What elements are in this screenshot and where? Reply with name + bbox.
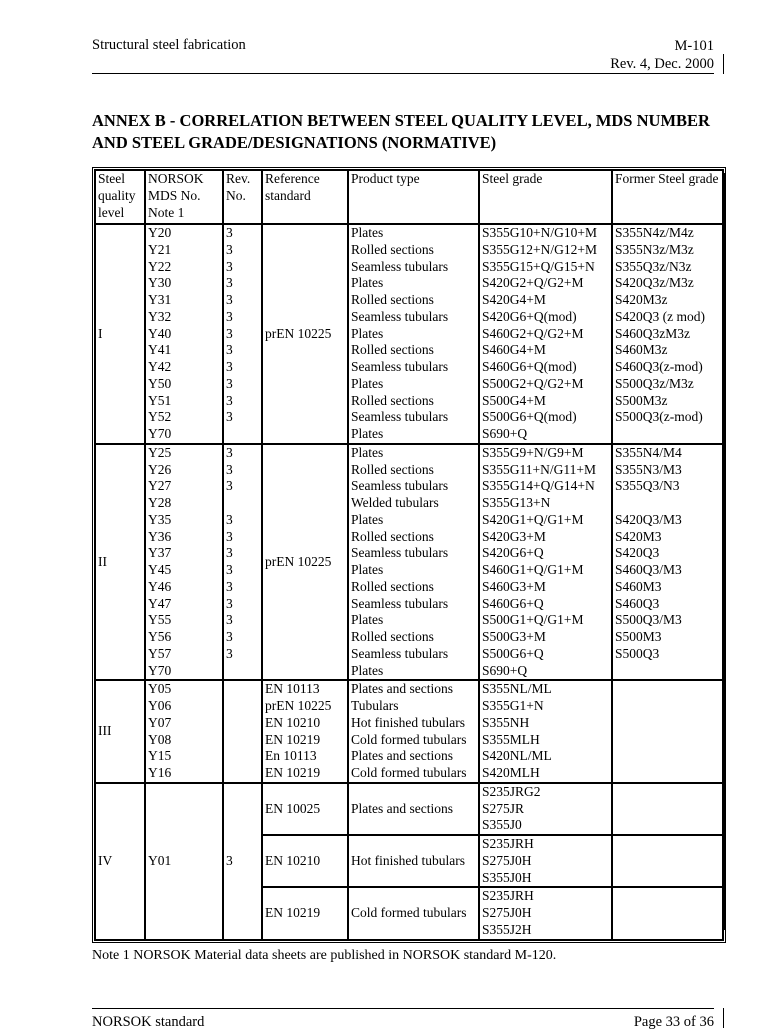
- cell-line: 3: [226, 342, 233, 358]
- cell-line: S460G2+Q/G2+M: [482, 325, 584, 341]
- cell-line: S355G10+N/G10+M: [482, 225, 597, 240]
- cell-line: Y26: [148, 461, 172, 477]
- col-header-steel-grade: Steel grade: [479, 170, 612, 224]
- cell-line: 3: [226, 325, 233, 341]
- cell-line: Plates: [351, 375, 384, 391]
- former-grade: [612, 835, 723, 887]
- cell-line: S460M3: [615, 578, 662, 594]
- cell-line: 3: [226, 275, 233, 291]
- cell-line: S355G11+N/G11+M: [482, 461, 596, 477]
- cell-line: Welded tubulars: [351, 495, 439, 510]
- table-row-level-II: [95, 444, 723, 681]
- cell-line: S500Q3(z-mod): [615, 409, 703, 425]
- reference-standard: prEN 10225: [262, 224, 348, 444]
- cell-line: Plates: [351, 662, 384, 678]
- cell-line: S420Q3 (z mod): [615, 308, 705, 324]
- cell-line: Seamless tubulars: [351, 258, 449, 274]
- header-revision: Rev. 4, Dec. 2000: [610, 56, 714, 72]
- cell-line: Y15: [148, 748, 172, 764]
- cell-line: S355J2H: [482, 921, 532, 937]
- cell-line: S235JRH: [482, 836, 534, 851]
- cell-line: EN 10210: [265, 714, 321, 730]
- col-header-mds-no: NORSOK MDS No. Note 1: [145, 170, 223, 224]
- cell-line: Seamless tubulars: [351, 359, 449, 374]
- correlation-table-wrapper: [92, 167, 720, 937]
- cell-line: Y57: [148, 645, 172, 661]
- table-change-bar: [724, 173, 725, 930]
- header-title: Structural steel fabrication: [92, 37, 246, 53]
- col-header-product-type: Product type: [348, 170, 479, 224]
- cell-line: [615, 426, 720, 443]
- cell-line: S355J0H: [482, 869, 532, 885]
- cell-line: 3: [226, 595, 233, 611]
- cell-line: 3: [226, 545, 233, 561]
- cell-line: S355N3z/M3z: [615, 241, 694, 257]
- cell-line: 3: [226, 392, 233, 408]
- cell-line: [226, 663, 259, 680]
- quality-level: IV: [95, 783, 145, 940]
- cell-line: S420Q3/M3: [615, 511, 682, 527]
- correlation-table: [92, 167, 726, 943]
- cell-line: Rolled sections: [351, 392, 434, 408]
- header-doc-number: M-101: [674, 38, 714, 54]
- cell-line: S420Q3: [615, 545, 660, 561]
- cell-line: Y35: [148, 511, 172, 527]
- header-doc-info: [610, 37, 714, 73]
- cell-line: Y40: [148, 325, 172, 341]
- cell-line: S420G6+Q: [482, 545, 544, 561]
- cell-line: S460G3+M: [482, 578, 546, 594]
- cell-line: S420G4+M: [482, 292, 546, 307]
- cell-line: S420Q3z/M3z: [615, 275, 694, 291]
- rev-list: [223, 444, 262, 681]
- cell-line: EN 10113: [265, 681, 320, 697]
- cell-line: S500M3: [615, 629, 662, 644]
- cell-line: S460G6+Q(mod): [482, 359, 577, 374]
- cell-line: S355G14+Q/G14+N: [482, 478, 595, 494]
- cell-line: Y25: [148, 444, 172, 460]
- cell-line: 3: [226, 528, 233, 544]
- cell-line: S460Q3: [615, 595, 660, 611]
- cell-line: Y08: [148, 731, 172, 747]
- cell-line: En 10113: [265, 748, 317, 764]
- cell-line: Plates: [351, 511, 384, 527]
- cell-line: Plates: [351, 426, 384, 441]
- cell-line: S235JRG2: [482, 783, 541, 799]
- cell-line: Y55: [148, 612, 172, 628]
- cell-line: 3: [226, 461, 233, 477]
- cell-line: Y20: [148, 225, 172, 240]
- cell-line: Plates: [351, 612, 384, 628]
- cell-line: Plates: [351, 275, 384, 291]
- cell-line: S355Q3/N3: [615, 478, 680, 494]
- cell-line: S420M3z: [615, 292, 668, 307]
- steel-grade-list: [479, 783, 612, 835]
- cell-line: Rolled sections: [351, 528, 434, 544]
- cell-line: 3: [226, 629, 233, 644]
- cell-line: Plates: [351, 325, 384, 341]
- mds-list: [145, 444, 223, 681]
- rev-list: [223, 680, 262, 783]
- cell-line: Plates: [351, 225, 384, 240]
- cell-line: Plates: [351, 444, 384, 460]
- cell-line: Y31: [148, 292, 172, 307]
- cell-line: Y06: [148, 698, 172, 713]
- cell-line: 3: [226, 409, 233, 425]
- mds-list: [145, 680, 223, 783]
- rev-number: 3: [223, 783, 262, 940]
- former-grade-list: [612, 680, 723, 783]
- product-type-list: [348, 224, 479, 444]
- cell-line: Cold formed tubulars: [351, 731, 467, 747]
- cell-line: Y28: [148, 495, 172, 510]
- reference-standard: EN 10219: [262, 887, 348, 939]
- cell-line: Y32: [148, 308, 172, 324]
- mds-list: [145, 224, 223, 444]
- cell-line: S275J0H: [482, 852, 532, 868]
- header-rule: [92, 73, 714, 74]
- cell-line: Rolled sections: [351, 241, 434, 257]
- cell-line: Rolled sections: [351, 342, 434, 358]
- cell-line: Rolled sections: [351, 461, 434, 477]
- table-row-level-IV-a: [95, 783, 723, 835]
- cell-line: Y51: [148, 392, 172, 408]
- footer-rule: [92, 1008, 714, 1009]
- cell-line: S500G2+Q/G2+M: [482, 375, 584, 391]
- col-header-rev-no: Rev. No.: [223, 170, 262, 224]
- quality-level: II: [95, 444, 145, 681]
- cell-line: Y27: [148, 478, 172, 494]
- former-grade-list: [612, 444, 723, 681]
- cell-line: S355N4/M4: [615, 444, 682, 460]
- cell-line: S355MLH: [482, 731, 540, 747]
- cell-line: Y45: [148, 562, 172, 577]
- cell-line: S355N4z/M4z: [615, 225, 694, 240]
- cell-line: Plates: [351, 562, 384, 577]
- col-header-quality-level: Steel quality level: [95, 170, 145, 224]
- product-type: Hot finished tubulars: [348, 835, 479, 887]
- cell-line: S420NL/ML: [482, 748, 552, 764]
- cell-line: S460Q3(z-mod): [615, 359, 703, 374]
- cell-line: Y36: [148, 528, 172, 544]
- cell-line: 3: [226, 444, 233, 460]
- cell-line: S275JR: [482, 800, 525, 816]
- cell-line: EN 10219: [265, 731, 321, 747]
- cell-line: S420M3: [615, 528, 662, 544]
- cell-line: Y56: [148, 629, 172, 644]
- quality-level: III: [95, 680, 145, 783]
- product-type: Plates and sections: [348, 783, 479, 835]
- cell-line: 3: [226, 578, 233, 594]
- cell-line: S355G15+Q/G15+N: [482, 258, 595, 274]
- cell-line: S420G1+Q/G1+M: [482, 511, 584, 527]
- cell-line: S500G6+Q(mod): [482, 409, 577, 425]
- cell-line: Y07: [148, 714, 172, 730]
- cell-line: S355N3/M3: [615, 461, 682, 477]
- cell-line: Hot finished tubulars: [351, 714, 465, 730]
- cell-line: Y70: [148, 426, 172, 441]
- cell-line: 3: [226, 478, 233, 494]
- cell-line: 3: [226, 241, 233, 257]
- cell-line: S355Q3z/N3z: [615, 258, 692, 274]
- cell-line: S500G6+Q: [482, 645, 544, 661]
- annex-title: ANNEX B - CORRELATION BETWEEN STEEL QUALITY LEVEL, MDS NUMBER AND STEEL GRADE/DESIGNATIONS (NORMATIVE): [92, 111, 710, 152]
- cell-line: S690+Q: [482, 662, 528, 678]
- former-grade-list: [612, 224, 723, 444]
- cell-line: S460M3z: [615, 342, 668, 358]
- cell-line: 3: [226, 308, 233, 324]
- cell-line: Y47: [148, 595, 172, 611]
- cell-line: S500Q3z/M3z: [615, 375, 694, 391]
- cell-line: 3: [226, 225, 233, 240]
- cell-line: S690+Q: [482, 426, 528, 441]
- quality-level: I: [95, 224, 145, 444]
- cell-line: Y22: [148, 258, 172, 274]
- cell-line: Seamless tubulars: [351, 308, 449, 324]
- cell-line: Y37: [148, 545, 172, 561]
- steel-grade-list: [479, 835, 612, 887]
- cell-line: Y16: [148, 765, 172, 780]
- cell-line: [615, 663, 720, 680]
- footer-change-bar: [723, 1008, 724, 1028]
- cell-line: S500G1+Q/G1+M: [482, 612, 584, 628]
- steel-grade-list: [479, 680, 612, 783]
- cell-line: 3: [226, 375, 233, 391]
- cell-line: Plates and sections: [351, 748, 453, 764]
- cell-line: S355G9+N/G9+M: [482, 444, 584, 460]
- footer-page-number: Page 33 of 36: [633, 1014, 714, 1030]
- cell-line: EN 10219: [265, 765, 321, 780]
- cell-line: S460Q3zM3z: [615, 325, 690, 341]
- cell-line: S460G4+M: [482, 342, 546, 358]
- cell-line: Cold formed tubulars: [351, 765, 467, 780]
- mds-number: Y01: [145, 783, 223, 940]
- rev-list: [223, 224, 262, 444]
- cell-line: Plates and sections: [351, 681, 453, 697]
- cell-line: S275J0H: [482, 905, 532, 920]
- cell-line: S355J0: [482, 817, 522, 833]
- cell-line: Y52: [148, 409, 172, 425]
- cell-line: S355G12+N/G12+M: [482, 241, 597, 257]
- col-header-former-grade: Former Steel grade: [612, 170, 723, 224]
- cell-line: S355G1+N: [482, 698, 544, 713]
- cell-line: [226, 495, 259, 512]
- cell-line: S460Q3/M3: [615, 562, 682, 577]
- cell-line: prEN 10225: [265, 698, 332, 713]
- cell-line: 3: [226, 645, 233, 661]
- table-row-level-I: [95, 224, 723, 444]
- cell-line: Y50: [148, 375, 172, 391]
- cell-line: Rolled sections: [351, 578, 434, 594]
- footer-standard: NORSOK standard: [92, 1014, 205, 1030]
- header-change-bar: [723, 54, 724, 74]
- product-type-list: [348, 680, 479, 783]
- steel-grade-list: [479, 224, 612, 444]
- cell-line: S420G3+M: [482, 528, 546, 544]
- cell-line: S355NH: [482, 714, 530, 730]
- cell-line: Seamless tubulars: [351, 545, 449, 561]
- cell-line: Y21: [148, 241, 172, 257]
- former-grade: [612, 783, 723, 835]
- cell-line: Seamless tubulars: [351, 478, 449, 494]
- cell-line: S500Q3/M3: [615, 612, 682, 628]
- reference-standard: EN 10025: [262, 783, 348, 835]
- cell-line: Rolled sections: [351, 292, 434, 307]
- cell-line: Seamless tubulars: [351, 409, 449, 425]
- product-type-list: [348, 444, 479, 681]
- cell-line: Seamless tubulars: [351, 595, 449, 611]
- cell-line: S460G1+Q/G1+M: [482, 562, 584, 577]
- cell-line: Seamless tubulars: [351, 645, 449, 661]
- cell-line: [226, 426, 259, 443]
- table-header-row: [95, 170, 723, 224]
- table-row-level-III: [95, 680, 723, 783]
- cell-line: S500G4+M: [482, 392, 546, 408]
- cell-line: Y42: [148, 359, 172, 374]
- cell-line: Y46: [148, 578, 172, 594]
- cell-line: S500M3z: [615, 392, 668, 408]
- cell-line: S420MLH: [482, 765, 540, 780]
- cell-line: 3: [226, 562, 233, 577]
- cell-line: [615, 495, 720, 512]
- cell-line: S460G6+Q: [482, 595, 544, 611]
- cell-line: S420G6+Q(mod): [482, 308, 577, 324]
- cell-line: Y41: [148, 342, 172, 358]
- cell-line: Rolled sections: [351, 629, 434, 644]
- cell-line: 3: [226, 612, 233, 628]
- steel-grade-list: [479, 444, 612, 681]
- cell-line: S500Q3: [615, 645, 660, 661]
- steel-grade-list: [479, 887, 612, 939]
- product-type: Cold formed tubulars: [348, 887, 479, 939]
- reference-standard-list: [262, 680, 348, 783]
- cell-line: S500G3+M: [482, 629, 546, 644]
- col-header-reference-standard: Reference standard: [262, 170, 348, 224]
- table-note: Note 1 NORSOK Material data sheets are published in NORSOK standard M-120.: [92, 948, 557, 963]
- cell-line: S355G13+N: [482, 495, 551, 510]
- cell-line: Y30: [148, 275, 172, 291]
- cell-line: S355NL/ML: [482, 681, 552, 697]
- cell-line: 3: [226, 511, 233, 527]
- cell-line: 3: [226, 292, 233, 307]
- cell-line: Y05: [148, 681, 172, 697]
- reference-standard: EN 10210: [262, 835, 348, 887]
- cell-line: Y70: [148, 662, 172, 678]
- cell-line: S235JRH: [482, 888, 534, 904]
- reference-standard: prEN 10225: [262, 444, 348, 681]
- cell-line: Tubulars: [351, 698, 399, 713]
- former-grade: [612, 887, 723, 939]
- cell-line: 3: [226, 359, 233, 374]
- cell-line: S420G2+Q/G2+M: [482, 275, 584, 291]
- cell-line: 3: [226, 258, 233, 274]
